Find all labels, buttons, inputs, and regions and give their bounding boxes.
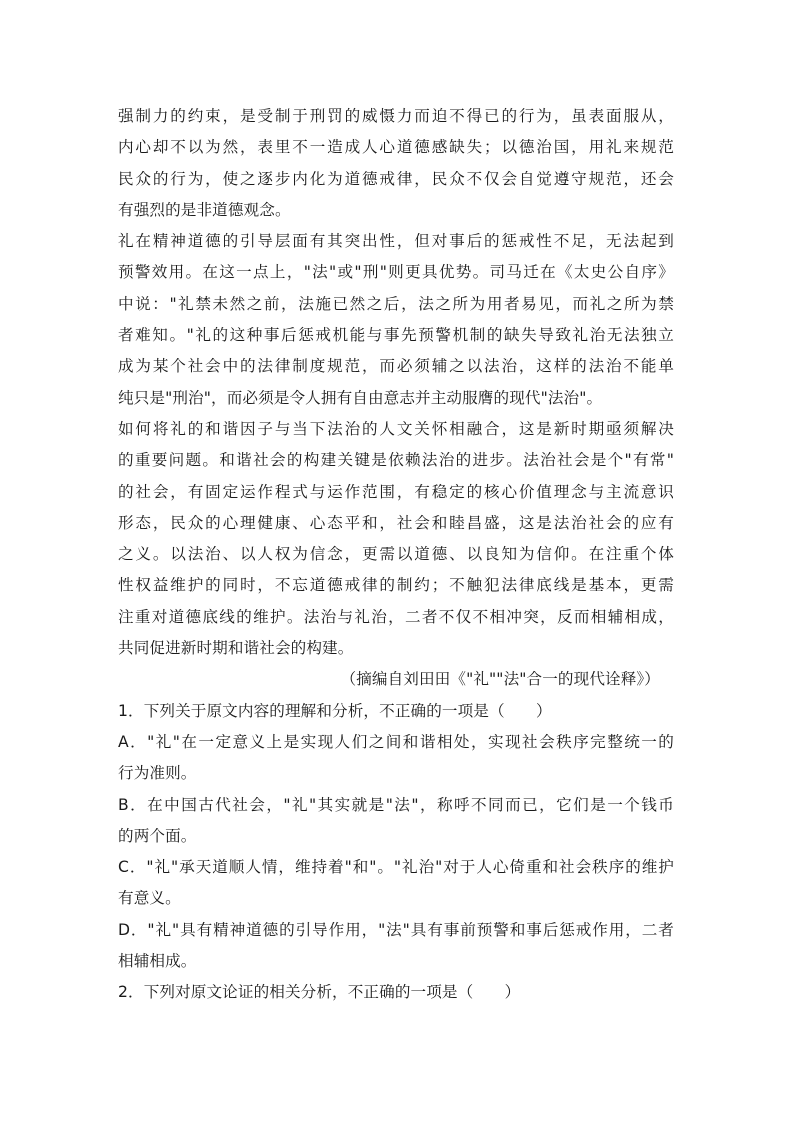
option-text: D．"礼"具有精神道德的引导作用，"法"具有事前预警和事后惩戒作用，二者 [118, 920, 674, 939]
paragraph-1 [118, 101, 674, 226]
question-stem: 2．下列对原文论证的相关分析，不正确的一项是（ ） [118, 983, 521, 1002]
text-line: 礼在精神道德的引导层面有其突出性，但对事后的惩戒性不足，无法起到 [118, 232, 674, 251]
text-line: 者难知。"礼的这种事后惩戒机能与事先预警机制的缺失导致礼治无法独立 [118, 326, 674, 345]
paragraph-2 [118, 226, 674, 414]
text-line: 注重对道德底线的维护。法治与礼治，二者不仅不相冲突，反而相辅相成， [118, 607, 674, 626]
question-stem: 1．下列关于原文内容的理解和分析，不正确的一项是（ ） [118, 701, 552, 720]
text-line: 民众的行为，使之逐步内化为道德戒律，民众不仅会自觉遵守规范，还会 [118, 169, 674, 188]
option-a[interactable] [118, 727, 674, 790]
option-text: 相辅相成。 [118, 952, 197, 971]
text-line: 如何将礼的和谐因子与当下法治的人文关怀相融合，这是新时期亟须解决 [118, 419, 674, 438]
document-page [118, 101, 674, 1009]
option-text: C．"礼"承天道顺人情，维持着"和"。"礼治"对于人心倚重和社会秩序的维护 [118, 858, 674, 877]
source-citation: （摘编自刘田田《"礼""法"合一的现代诠释》） [340, 670, 660, 689]
text-line: 的社会，有固定运作程式与运作范围，有稳定的核心价值理念与主流意识 [118, 482, 674, 501]
question-2 [118, 977, 674, 1008]
text-line: 强制力的约束，是受制于刑罚的威慑力而迫不得已的行为，虽表面服从， [118, 107, 674, 125]
text-line: 形态，民众的心理健康、心态平和，社会和睦昌盛，这是法治社会的应有 [118, 513, 674, 532]
paragraph-3 [118, 414, 674, 664]
option-text: 行为准则。 [118, 764, 197, 783]
option-text: 有意义。 [118, 889, 181, 908]
text-line: 预警效用。在这一点上，"法"或"刑"则更具优势。司马迁在《太史公自序》 [118, 263, 674, 282]
text-line: 纯只是"刑治"，而必须是令人拥有自由意志并主动服膺的现代"法治"。 [118, 388, 603, 407]
question-1 [118, 696, 674, 978]
option-text: 的两个面。 [118, 826, 197, 845]
option-text: A．"礼"在一定意义上是实现人们之间和谐相处，实现社会秩序完整统一的 [118, 732, 674, 751]
option-text: B．在中国古代社会，"礼"其实就是"法"，称呼不同而已，它们是一个钱币 [118, 795, 674, 814]
text-line: 共同促进新时期和谐社会的构建。 [118, 639, 354, 658]
option-d[interactable] [118, 915, 674, 978]
text-line: 有强烈的是非道德观念。 [118, 200, 291, 219]
text-line: 成为某个社会中的法律制度规范，而必须辅之以法治，这样的法治不能单 [118, 357, 674, 376]
text-line: 性权益维护的同时，不忘道德戒律的制约；不触犯法律底线是基本，更需 [118, 576, 674, 595]
text-line: 内心却不以为然，表里不一造成人心道德感缺失；以德治国，用礼来规范 [118, 138, 674, 157]
text-line: 之义。以法治、以人权为信念，更需以道德、以良知为信仰。在注重个体 [118, 545, 674, 564]
text-line: 中说："礼禁未然之前，法施已然之后，法之所为用者易见，而礼之所为禁 [118, 294, 674, 313]
option-c[interactable] [118, 852, 674, 915]
text-line: 的重要问题。和谐社会的构建关键是依赖法治的进步。法治社会是个"有常" [118, 451, 674, 470]
option-b[interactable] [118, 790, 674, 853]
